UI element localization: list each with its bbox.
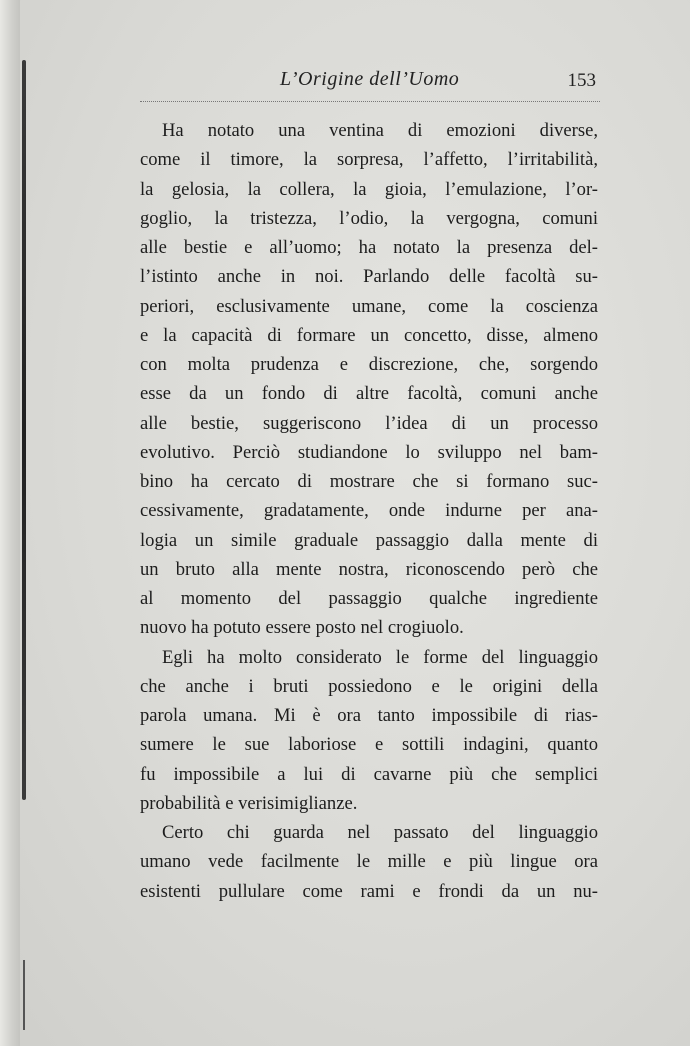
- text-line: Ha notato una ventina di emozioni diverse,: [162, 120, 598, 141]
- text-line: esse da un fondo di altre facoltà, comuni anche: [140, 383, 598, 405]
- text-line: esistenti pullulare come rami e frondi da un nu-: [140, 880, 598, 902]
- text-line: periori, esclusivamente umane, come la coscienza: [140, 295, 598, 317]
- page-number: 153: [567, 70, 596, 91]
- paragraph-1: [140, 116, 598, 643]
- page-binding-edge: [0, 0, 20, 1046]
- text-line: probabilità e verisimiglianze.: [140, 792, 358, 814]
- body-text: [140, 116, 598, 906]
- text-line: Certo chi guarda nel passato del linguaggio: [162, 822, 598, 843]
- text-line: cessivamente, gradatamente, onde indurne per ana-: [140, 500, 598, 522]
- text-line: goglio, la tristezza, l’odio, la vergogna, comuni: [140, 207, 598, 229]
- text-line: la gelosia, la collera, la gioia, l’emulazione, l’or-: [140, 178, 598, 200]
- text-line: un bruto alla mente nostra, riconoscendo però che: [140, 558, 598, 580]
- text-line: alle bestie e all’uomo; ha notato la presenza del-: [140, 237, 598, 258]
- gutter-shadow-line-lower: [23, 960, 25, 1030]
- text-line: alle bestie, suggeriscono l’idea di un processo: [140, 412, 598, 434]
- text-line: nuovo ha potuto essere posto nel crogiuolo.: [140, 617, 464, 639]
- header-rule: [140, 101, 600, 102]
- text-line: fu impossibile a lui di cavarne più che semplici: [140, 763, 598, 785]
- text-line: sumere le sue laboriose e sottili indagini, quanto: [140, 734, 598, 756]
- text-line: e la capacità di formare un concetto, disse, almeno: [140, 324, 598, 346]
- running-title: L’Origine dell’Uomo: [280, 68, 460, 90]
- paragraph-3: [140, 818, 598, 906]
- text-line: logia un simile graduale passaggio dalla mente di: [140, 529, 598, 551]
- page-header: [140, 68, 600, 98]
- text-line: Egli ha molto considerato le forme del linguaggio: [162, 646, 598, 668]
- text-line: umano vede facilmente le mille e più lingue ora: [140, 851, 598, 873]
- text-line: al momento del passaggio qualche ingrediente: [140, 588, 598, 609]
- text-line: che anche i bruti possiedono e le origini della: [140, 675, 598, 697]
- text-line: con molta prudenza e discrezione, che, sorgendo: [140, 354, 598, 375]
- gutter-shadow-line: [22, 60, 26, 800]
- text-line: evolutivo. Perciò studiandone lo sviluppo nel bam-: [140, 441, 598, 463]
- text-line: l’istinto anche in noi. Parlando delle facoltà su-: [140, 266, 598, 288]
- text-line: come il timore, la sorpresa, l’affetto, l’irritabilità,: [140, 149, 598, 171]
- text-line: parola umana. Mi è ora tanto impossibile di rias-: [140, 705, 598, 726]
- paragraph-2: [140, 643, 598, 819]
- text-line: bino ha cercato di mostrare che si formano suc-: [140, 471, 598, 492]
